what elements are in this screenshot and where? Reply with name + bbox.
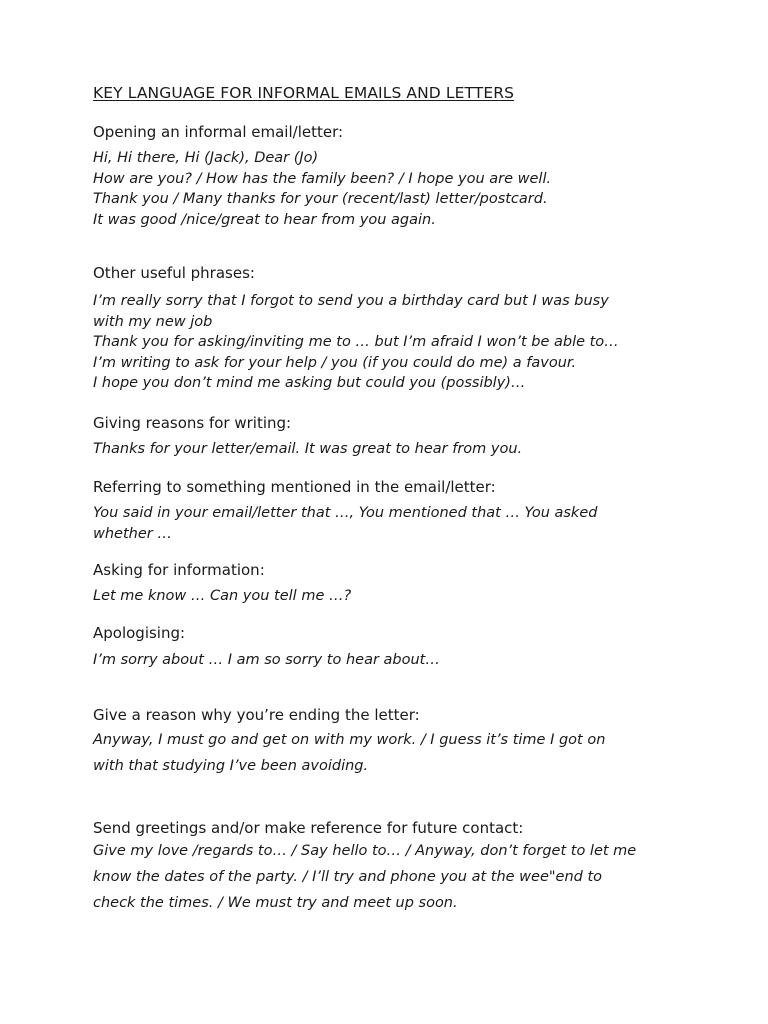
body-line: I hope you don’t mind me asking but could you (possibly)…: [93, 375, 526, 391]
section-heading: Giving reasons for writing:: [93, 414, 292, 432]
section-apologising: [93, 623, 693, 671]
body-line: whether …: [93, 525, 172, 542]
body-line: I’m sorry about … I am so sorry to hear about…: [93, 652, 440, 668]
section-asking-info: [93, 560, 693, 607]
body-line: check the times. / We must try and meet up soon.: [93, 895, 458, 911]
section-heading: Apologising:: [93, 624, 186, 642]
section-body: [93, 291, 693, 394]
document-title: KEY LANGUAGE FOR INFORMAL EMAILS AND LETTERS: [93, 84, 515, 102]
section-referring: [93, 477, 693, 544]
body-line: Give my love /regards to… / Say hello to… / Anyway, don’t forget to let me: [93, 843, 637, 859]
body-line: Hi, Hi there, Hi (Jack), Dear (Jo): [93, 150, 319, 166]
section-useful-phrases: [93, 263, 693, 394]
body-line: Let me know … Can you tell me …?: [93, 588, 352, 604]
body-line: How are you? / How has the family been? / I hope you are well.: [93, 170, 552, 187]
body-line: know the dates of the party. / I’ll try and phone you at the wee"end to: [93, 869, 603, 885]
body-line: Thank you / Many thanks for your (recent/last) letter/postcard.: [93, 191, 548, 207]
body-line: I’m writing to ask for your help / you (if you could do me) a favour.: [93, 354, 577, 371]
section-body: [93, 650, 693, 671]
body-line: It was good /nice/great to hear from you again.: [93, 211, 436, 228]
section-body: [93, 439, 693, 460]
section-greetings: [93, 818, 693, 916]
section-reasons-for-writing: [93, 413, 693, 460]
section-body: [93, 838, 693, 916]
section-heading: Other useful phrases:: [93, 264, 255, 282]
section-heading: Give a reason why you’re ending the letter:: [93, 706, 420, 724]
body-line: with that studying I’ve been avoiding.: [93, 758, 369, 774]
section-heading: Asking for information:: [93, 561, 265, 579]
section-body: [93, 148, 693, 230]
body-line: Thank you for asking/inviting me to … but I’m afraid I won’t be able to…: [93, 334, 619, 350]
section-heading: Opening an informal email/letter:: [93, 123, 344, 141]
section-heading: Send greetings and/or make reference for future contact:: [93, 819, 524, 837]
section-body: [93, 586, 693, 607]
section-body: [93, 503, 693, 544]
section-opening: [93, 122, 693, 230]
body-line: with my new job: [93, 313, 213, 330]
section-body: [93, 727, 693, 779]
body-line: Anyway, I must go and get on with my work. / I guess it’s time I got on: [93, 732, 606, 748]
body-line: I’m really sorry that I forgot to send you a birthday card but I was busy: [93, 293, 609, 309]
body-line: Thanks for your letter/email. It was great to hear from you.: [93, 441, 523, 457]
section-ending-reason: [93, 705, 693, 779]
section-heading: Referring to something mentioned in the email/letter:: [93, 478, 496, 496]
body-line: You said in your email/letter that …, You mentioned that … You asked: [93, 505, 598, 521]
